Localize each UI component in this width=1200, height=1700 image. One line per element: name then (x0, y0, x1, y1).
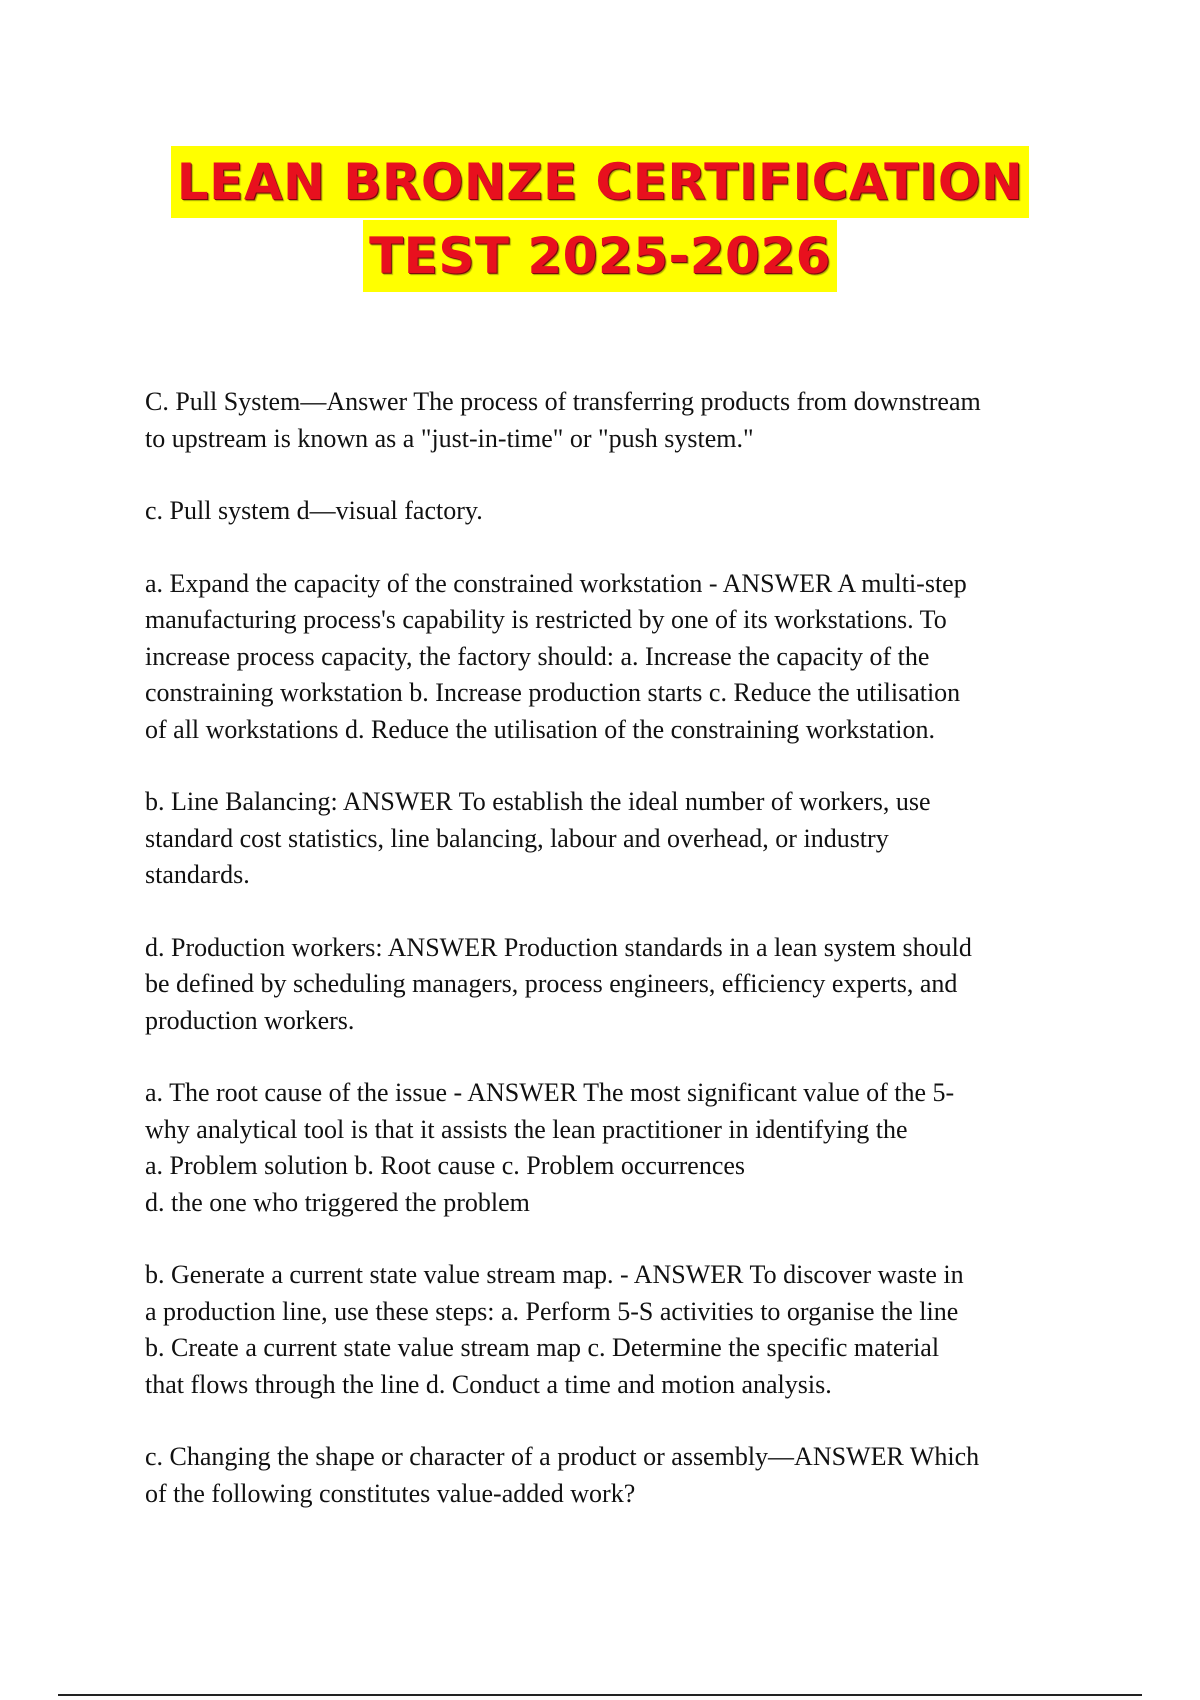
document-title (0, 146, 1200, 294)
paragraph: d. Production workers: ANSWER Production standards in a lean system should be defined by scheduling managers, process engineers, efficiency experts, and production workers. (145, 932, 972, 1035)
paragraph: c. Pull system d—visual factory. (145, 496, 483, 525)
title-line-2: TEST 2025-2026 (363, 220, 837, 292)
title-line-1: LEAN BRONZE CERTIFICATION (171, 146, 1029, 218)
paragraph: a. The root cause of the issue - ANSWER The most significant value of the 5- why analytical tool is that it assists the lean practitioner in identifying the a. Problem solution b. Root cause c. Problem occurrences d. the one who triggered the problem (145, 1078, 955, 1217)
paragraph: b. Line Balancing: ANSWER To establish the ideal number of workers, use standard cost statistics, line balancing, labour and overhead, or industry standards. (145, 787, 931, 889)
footer-divider (58, 1694, 1142, 1696)
document-body (145, 384, 1060, 1548)
paragraph: c. Changing the shape or character of a product or assembly—ANSWER Which of the following constitutes value-added work? (145, 1442, 980, 1508)
paragraph: b. Generate a current state value stream map. - ANSWER To discover waste in a production line, use these steps: a. Perform 5-S activities to organise the line b. Create a current state value stream map c. Determine the specific material that flows through the line d. Conduct a time and motion analysis. (145, 1260, 964, 1399)
paragraph: a. Expand the capacity of the constrained workstation - ANSWER A multi-step manufacturing process's capability is restricted by one of its workstations. To increase process capacity, the factory should: a. Increase the capacity of the constraining workstation b. Increase production starts c. Reduce the utilisation of all workstations d. Reduce the utilisation of the constraining workstation. (145, 568, 967, 744)
paragraph: C. Pull System—Answer The process of transferring products from downstream to upstream is known as a "just-in-time" or "push system." (145, 387, 981, 453)
